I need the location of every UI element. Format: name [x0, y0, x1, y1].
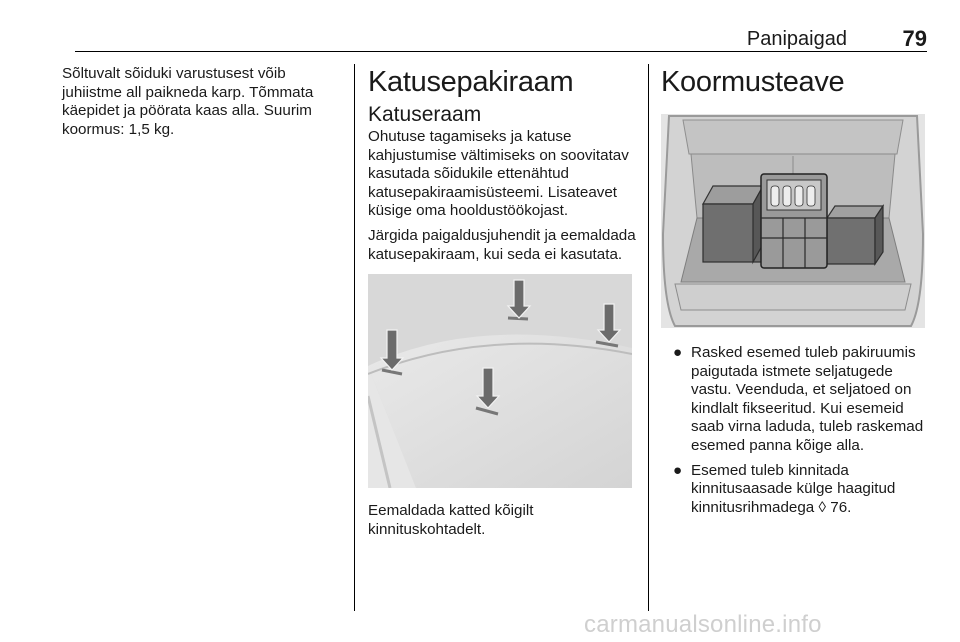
- column-left: [62, 65, 347, 145]
- roof-rack-paragraph-1: Ohutuse tagamiseks ja katuse kahjustumise vältimiseks on soovitatav kasutada sõidukile ettenähtud katusepakiraamisüsteemi. Lisateavet küsige oma hooldustöökojast.: [368, 128, 629, 220]
- seat-box-paragraph: Sõltuvalt sõiduki varustusest võib juhiistme all paikneda karp. Tõmmata käepidet ja pöörata kaas alla. Suurim koormus: 1,5 kg.: [62, 65, 314, 138]
- section-heading: Katusepakiraam: [368, 66, 574, 98]
- page-header: [75, 24, 927, 50]
- column-right: [661, 65, 927, 523]
- load-tips-list: [661, 344, 927, 517]
- column-middle: [368, 65, 636, 545]
- page-number: 79: [902, 26, 927, 51]
- section-title: Panipaigad: [746, 28, 847, 50]
- page-reference-icon: ◊: [818, 498, 827, 516]
- list-item-text: Rasked esemed tuleb pakiruumis paigutada istmete seljatugede vastu. Veenduda, et seljatoed on kindlalt fikseeritud. Kui esemeid saab virna laduda, tuleb raskemad esemed panna kõige alla.: [691, 344, 924, 454]
- roof-rack-illustration: [368, 274, 632, 488]
- page-reference-link[interactable]: 76.: [830, 498, 852, 516]
- header-rule: [75, 51, 927, 52]
- column-divider-2: [648, 64, 649, 611]
- cargo-load-illustration: [661, 114, 925, 328]
- section-heading-load: Koormusteave: [661, 66, 845, 98]
- subsection-heading: Katuseraam: [368, 103, 482, 126]
- bullet-icon: ●: [673, 461, 683, 479]
- list-item-text: Esemed tuleb kinnitada kinnitusaasade külge haagitud kinnitusrihmadega: [691, 461, 896, 516]
- column-divider-1: [354, 64, 355, 611]
- bullet-icon: ●: [673, 344, 683, 361]
- roof-rack-paragraph-2: Järgida paigaldusjuhendit ja eemaldada katusepakiraam, kui seda ei kasutata.: [368, 226, 636, 263]
- watermark: carmanualsonline.info: [584, 611, 822, 638]
- list-item: [661, 462, 927, 518]
- figure-caption: Eemaldada katted kõigilt kinnituskohtadelt.: [368, 502, 534, 538]
- list-item: [661, 344, 927, 456]
